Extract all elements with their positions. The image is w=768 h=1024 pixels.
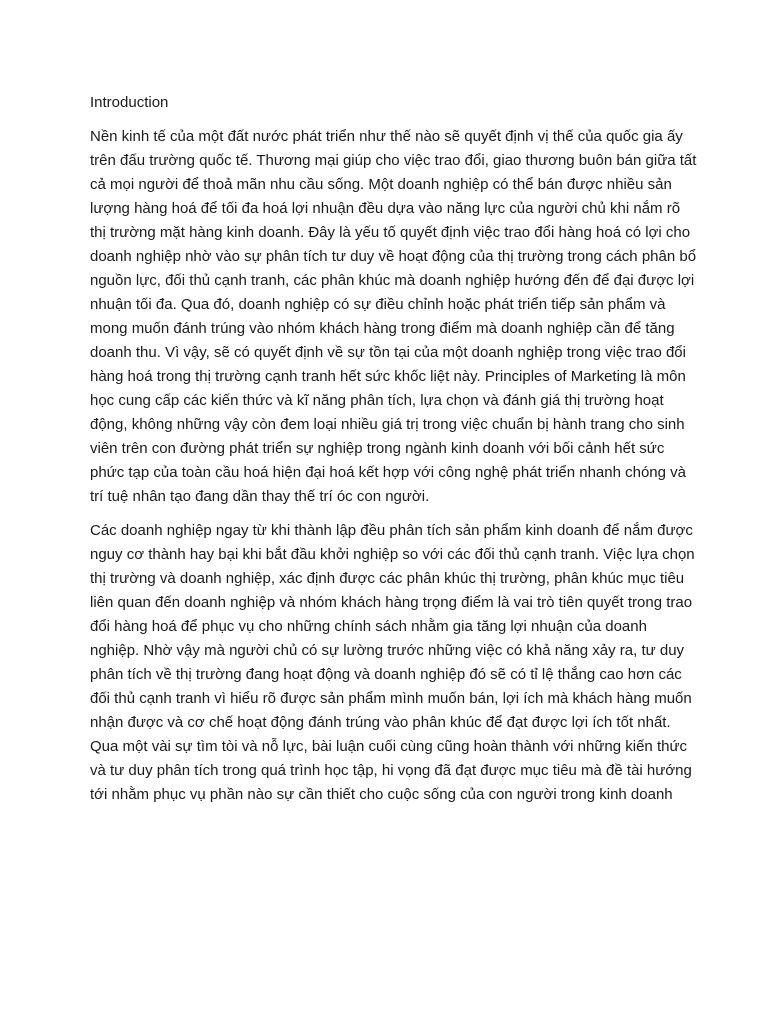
paragraph-1: Nền kinh tế của một đất nước phát triển như thế nào sẽ quyết định vị thế của quốc gia ấy trên đấu trường quốc tế. Thương mại giúp cho việc trao đổi, giao thương buôn bán giữa tất cả mọi người để thoả mãn nhu cầu sống. Một doanh nghiệp có thể bán được nhiều sản lượng hàng hoá để tối đa hoá lợi nhuận đều dựa vào năng lực của người chủ khi nắm rõ thị trường mặt hàng kinh doanh. Đây là yếu tố quyết định việc trao đổi hàng hoá có lợi cho doanh nghiệp nhờ vào sự phân tích tư duy về hoạt động của thị trường trong cách phân bổ nguồn lực, đối thủ cạnh tranh, các phân khúc mà doanh nghiệp hướng đến để đại được lợi nhuận tối đa. Qua đó, doanh nghiệp có sự điều chỉnh hoặc phát triển tiếp sản phẩm và mong muốn đánh trúng vào nhóm khách hàng trong điểm mà doanh nghiệp cần để tăng doanh thu. Vì vậy, sẽ có quyết định về sự tồn tại của một doanh nghiệp trong việc trao đổi hàng hoá trong thị trường cạnh tranh hết sức khốc liệt này. Principles of Marketing là môn học cung cấp các kiến thức và kĩ năng phân tích, lựa chọn và đánh giá thị trường hoạt động, không những vậy còn đem loại nhiều giá trị trong việc chuẩn bị hành trang cho sinh viên trên con đường phát triển sự nghiệp trong ngành kinh doanh với bối cảnh hết sức phức tạp của toàn cầu hoá hiện đại hoá kết hợp với công nghệ phát triển nhanh chóng và trí tuệ nhân tạo đang dần thay thế trí óc con người. (90, 128, 697, 505)
section-heading: Introduction (90, 94, 169, 111)
document-body (90, 91, 700, 817)
paragraph-2: Các doanh nghiệp ngay từ khi thành lập đều phân tích sản phẩm kinh doanh để nắm được nguy cơ thành hay bại khi bắt đầu khởi nghiệp so với các đối thủ cạnh tranh. Việc lựa chọn thị trường và doanh nghiệp, xác định được các phân khúc thị trường, phân khúc mục tiêu liên quan đến doanh nghiệp và nhóm khách hàng trọng điểm là vai trò tiên quyết trong trao đổi hàng hoá để phục vụ cho những chính sách nhằm gia tăng lợi nhuận của doanh nghiệp. Nhờ vậy mà người chủ có sự lường trước những việc có khả năng xảy ra, tư duy phân tích về thị trường đang hoạt động và doanh nghiệp đó sẽ có tỉ lệ thắng cao hơn các đối thủ cạnh tranh vì hiểu rõ được sản phẩm mình muốn bán, lợi ích mà khách hàng muốn nhận được và cơ chế hoạt động đánh trúng vào phân khúc để đạt được lợi ích tốt nhất. Qua một vài sự tìm tòi và nỗ lực, bài luận cuối cùng cũng hoàn thành với những kiến thức và tư duy phân tích trong quá trình học tập, hi vọng đã đạt được mục tiêu mà đề tài hướng tới nhằm phục vụ phần nào sự cần thiết cho cuộc sống của con người trong kinh doanh (90, 522, 695, 803)
